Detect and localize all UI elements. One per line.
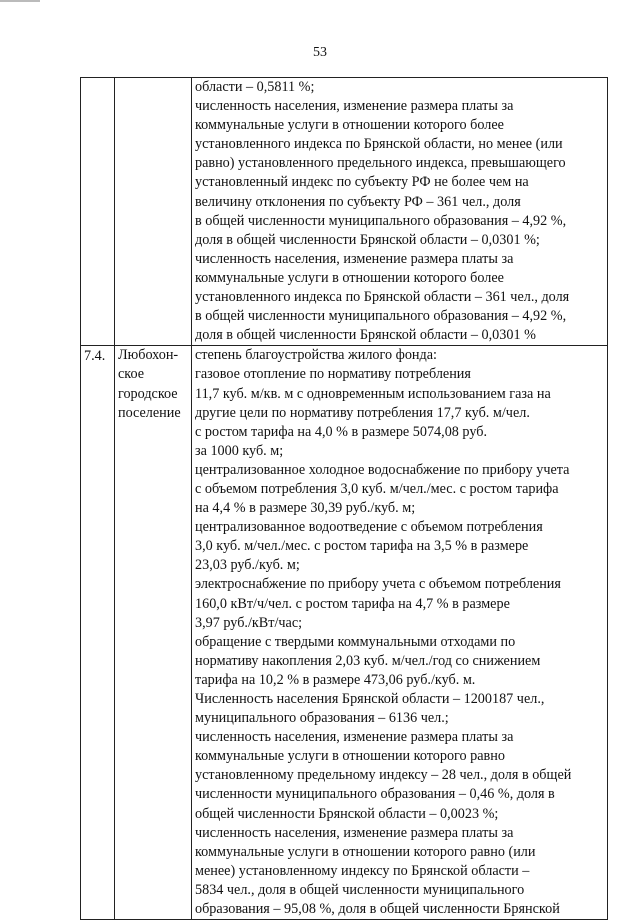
description-line: в общей численности муниципального образования – 4,92 %,: [195, 212, 567, 229]
description-line: Численность населения Брянской области – 1200187 чел.,: [195, 691, 545, 707]
description-line: другие цели по нормативу потребления 17,7 куб. м/чел.: [195, 404, 530, 421]
description-cell: [192, 346, 608, 920]
description-line: в общей численности муниципального образования – 4,92 %,: [195, 308, 567, 325]
description-line: образования – 95,08 %, доля в общей численности Брянской: [195, 901, 560, 918]
description-line: численности муниципального образования – 0,46 %, доля в: [195, 786, 555, 803]
description-line: численность населения, изменение размера платы за: [195, 98, 514, 115]
description-line: коммунальные услуги в отношении которого равно (или: [195, 843, 536, 860]
description-line: степень благоустройства жилого фонда:: [195, 347, 437, 364]
description-line: обращение с твердыми коммунальными отходами по: [195, 633, 516, 650]
table-row: [81, 78, 608, 346]
description-line: доля в общей численности Брянской области – 0,0301 %: [195, 327, 536, 344]
municipality-name-cell: [115, 78, 192, 346]
scan-edge-mark: [0, 0, 40, 2]
description-line: установленному предельному индексу – 28 чел., доля в общей: [195, 767, 572, 784]
row-number-cell: [81, 346, 115, 920]
description-line: 3,97 руб./кВт/час;: [195, 614, 303, 631]
description-line: установленный индекс по субъекту РФ не более чем на: [195, 174, 529, 191]
description-line: установленного индекса по Брянской области – 361 чел., доля: [195, 289, 570, 306]
description-line: централизованное водоотведение с объемом потребления: [195, 519, 543, 536]
description-line: 3,0 куб. м/чел./мес. с ростом тарифа на 3,5 % в размере: [195, 538, 529, 555]
description-line: общей численности Брянской области – 0,0023 %;: [195, 805, 499, 822]
description-line: нормативу накопления 2,03 куб. м/чел./год со снижением: [195, 652, 541, 669]
description-line: 11,7 куб. м/кв. м с одновременным использованием газа на: [195, 385, 551, 402]
row-number: [84, 78, 112, 79]
description-line: доля в общей численности Брянской области – 0,0301 %;: [195, 231, 540, 248]
description-line: области – 0,5811 %;: [195, 79, 315, 95]
description-line: муниципального образования – 6136 чел.;: [195, 710, 449, 727]
description-line: за 1000 куб. м;: [195, 442, 284, 459]
description-line: 160,0 кВт/ч/чел. с ростом тарифа на 4,7 % в размере: [195, 595, 510, 612]
description-cell: [192, 78, 608, 346]
description-line: на 4,4 % в размере 30,39 руб./куб. м;: [195, 500, 416, 517]
description-line: с ростом тарифа на 4,0 % в размере 5074,08 руб.: [195, 423, 488, 440]
municipality-name-line: городское: [118, 385, 178, 402]
municipality-name-line: ское: [118, 366, 145, 383]
description-line: величину отклонения по субъекту РФ – 361 чел., доля: [195, 193, 521, 210]
description-line: численность населения, изменение размера платы за: [195, 729, 514, 746]
row-number-cell: [81, 78, 115, 346]
row-number: 7.4.: [84, 348, 106, 365]
table-row: [81, 346, 608, 920]
description-line: тарифа на 10,2 % в размере 473,06 руб./куб. м.: [195, 671, 476, 688]
table-body: [81, 78, 608, 920]
description-line: установленного индекса по Брянской области, но менее (или: [195, 136, 563, 153]
description-line: электроснабжение по прибору учета с объемом потребления: [195, 576, 561, 593]
description-line: газовое отопление по нормативу потребления: [195, 366, 471, 383]
municipality-name-cell: [115, 346, 192, 920]
description-line: коммунальные услуги в отношении которого равно: [195, 748, 505, 765]
description-line: 23,03 руб./куб. м;: [195, 557, 300, 574]
tariff-table: [80, 77, 608, 920]
municipality-name-line: Любохон-: [118, 347, 179, 364]
description-line: централизованное холодное водоснабжение по прибору учета: [195, 461, 570, 478]
description-line: равно) установленного предельного индекса, превышающего: [195, 155, 566, 172]
municipality-name-line: поселение: [118, 404, 181, 421]
description-line: коммунальные услуги в отношении которого более: [195, 117, 504, 134]
description-line: с объемом потребления 3,0 куб. м/чел./мес. с ростом тарифа: [195, 480, 559, 497]
page-number: 53: [313, 45, 327, 60]
description-line: численность населения, изменение размера платы за: [195, 824, 514, 841]
description-line: коммунальные услуги в отношении которого более: [195, 269, 504, 286]
description-line: менее) установленному индексу по Брянской области –: [195, 862, 530, 879]
description-line: 5834 чел., доля в общей численности муниципального: [195, 881, 525, 898]
description-line: численность населения, изменение размера платы за: [195, 250, 514, 267]
